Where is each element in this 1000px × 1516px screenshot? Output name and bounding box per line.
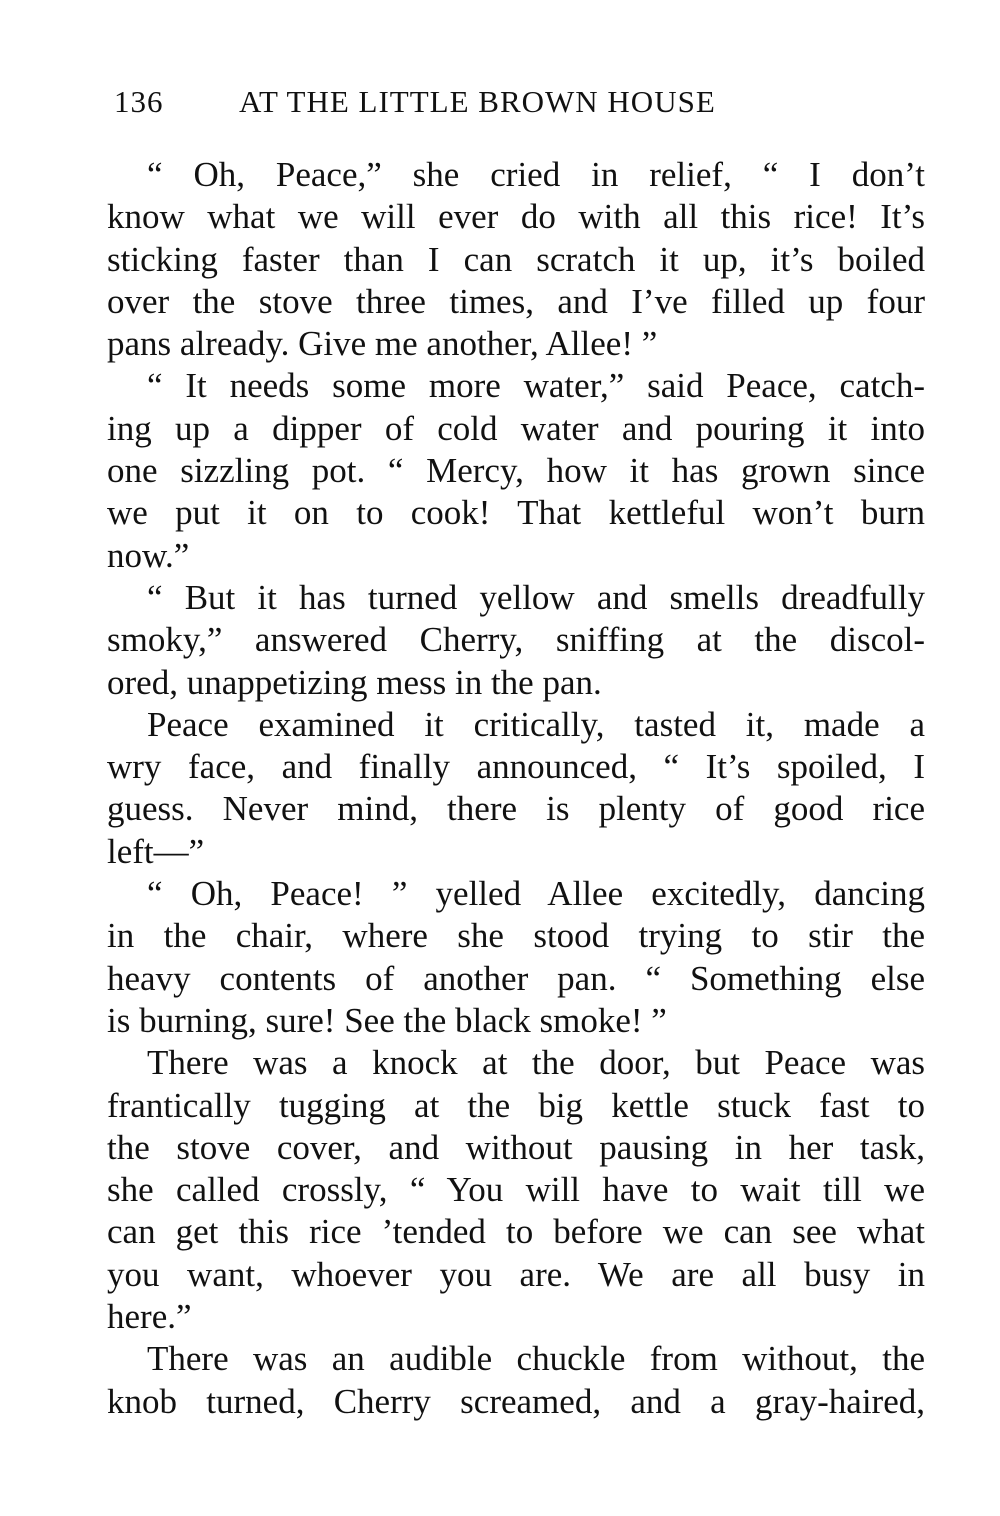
text-line: knob turned, Cherry screamed, and a gray-haired,: [107, 1381, 925, 1421]
text-line: “ Oh, Peace,” she cried in relief, “ I don’t: [147, 155, 925, 194]
text-line: over the stove three times, and I’ve filled up four: [107, 281, 925, 321]
text-line: ing up a dipper of cold water and pouring it into: [107, 408, 925, 448]
running-head: [114, 84, 814, 124]
text-line: There was an audible chuckle from without, the: [147, 1339, 925, 1379]
text-line: can get this rice ’tended to before we can see what: [107, 1212, 925, 1252]
text-line: know what we will ever do with all this rice! It’s: [107, 197, 925, 237]
text-line: ored, unappetizing mess in the pan.: [107, 662, 602, 702]
text-line: guess. Never mind, there is plenty of good rice: [107, 789, 925, 829]
text-line: “ But it has turned yellow and smells dreadfully: [147, 577, 925, 617]
text-line: “ Oh, Peace! ” yelled Allee excitedly, dancing: [147, 874, 925, 914]
text-line: frantically tugging at the big kettle stuck fast to: [107, 1085, 925, 1125]
text-line: wry face, and finally announced, “ It’s spoiled, I: [107, 747, 925, 787]
text-line: There was a knock at the door, but Peace was: [147, 1043, 925, 1083]
text-line: you want, whoever you are. We are all busy in: [107, 1254, 925, 1294]
page-number: 136: [114, 84, 164, 119]
text-line: left—”: [107, 831, 205, 871]
text-line: now.”: [107, 535, 190, 575]
text-line: Peace examined it critically, tasted it, made a: [147, 704, 925, 744]
text-line: the stove cover, and without pausing in her task,: [107, 1127, 925, 1167]
text-line: heavy contents of another pan. “ Something else: [107, 958, 925, 998]
text-line: sticking faster than I can scratch it up, it’s boiled: [107, 239, 925, 279]
text-line: “ It needs some more water,” said Peace, catch-: [147, 366, 925, 406]
text-line: in the chair, where she stood trying to stir the: [107, 916, 925, 956]
text-line: one sizzling pot. “ Mercy, how it has grown since: [107, 451, 925, 491]
body-text: [107, 154, 925, 1423]
running-title: AT THE LITTLE BROWN HOUSE: [239, 84, 716, 119]
text-line: pans already. Give me another, Allee! ”: [107, 324, 658, 364]
text-line: here.”: [107, 1297, 192, 1337]
text-line: is burning, sure! See the black smoke! ”: [107, 1000, 667, 1040]
text-line: smoky,” answered Cherry, sniffing at the discol-: [107, 620, 925, 660]
text-line: we put it on to cook! That kettleful won’t burn: [107, 493, 925, 533]
text-line: she called crossly, “ You will have to wait till we: [107, 1170, 925, 1210]
